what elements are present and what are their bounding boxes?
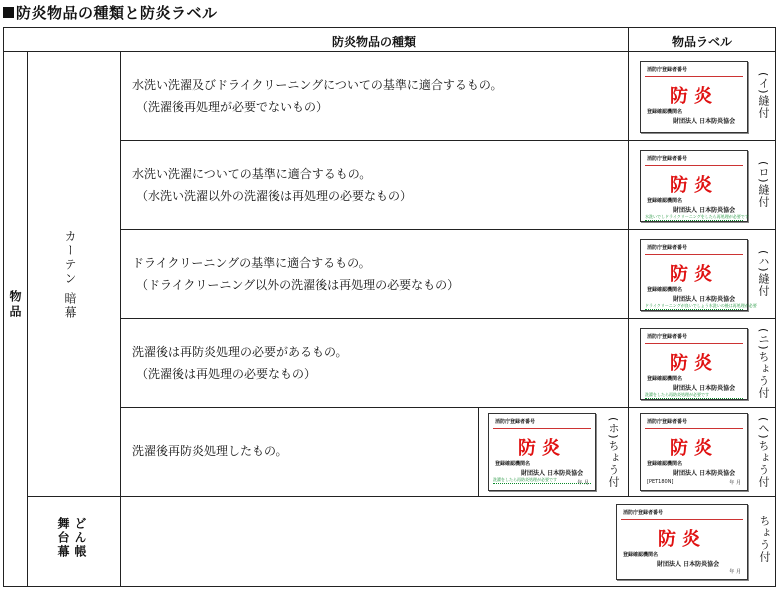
category-stage: どん帳 舞台幕 [56, 517, 87, 559]
tag-i: (イ)縫付 [757, 72, 770, 119]
label-he: 消防庁登録者番号 防炎 登録確認機関名 財団法人 日本防炎協会 [PET180N] 年 月 [640, 413, 748, 491]
header-label: 物品ラベル [671, 35, 732, 49]
tag-stage: ちょう付 [758, 515, 771, 563]
label-i: 消防庁登録者番号 防炎 登録確認機関名 財団法人 日本防炎協会 [640, 61, 748, 133]
table-border-left [3, 27, 4, 587]
col-line-label [628, 27, 629, 497]
header-bottom-line [3, 51, 776, 52]
table-border-right [775, 27, 776, 587]
label-ro: 消防庁登録者番号 防炎 登録確認機関名 財団法人 日本防炎協会 水洗いでしドライクリーニングをしたら再処理が必要です [640, 150, 748, 222]
col-line-category [120, 51, 121, 587]
tag-ho: (ホ)ちょう付 [607, 417, 620, 488]
row-ni-description: 洗濯後は再防炎処理の必要があるもの。 （洗濯後は再処理の必要なもの） [132, 345, 348, 381]
row-ho-description: 洗濯後再防炎処理したもの。 [132, 444, 288, 458]
table-border-top [3, 27, 776, 28]
row-line-2 [120, 229, 776, 230]
tag-ro: (ロ)縫付 [757, 161, 770, 208]
label-ni: 消防庁登録者番号 防炎 登録確認機関名 財団法人 日本防炎協会 洗濯をしたら再防炎処理が必要です [640, 328, 748, 400]
tag-ni: (ニ)ちょう付 [757, 328, 770, 399]
label-ha: 消防庁登録者番号 防炎 登録確認機関名 財団法人 日本防炎協会 ドライクリーニングが良いでしょう水洗いの後は再処理が必要 [640, 239, 748, 311]
col-line-ho [478, 407, 479, 497]
row-ro-description: 水洗い洗濯についての基準に適合するもの。 （水洗い洗濯以外の洗濯後は再処理の必要なもの） [132, 167, 413, 203]
table-border-bottom [3, 586, 776, 587]
row-line-4 [120, 407, 776, 408]
page-title: 防炎物品の種類と防炎ラベル [3, 2, 218, 23]
col-line-product [27, 51, 28, 587]
row-ha-description: ドライクリーニングの基準に適合するもの。 （ドライクリーニング以外の洗濯後は再処理の必要なもの） [132, 256, 460, 292]
header-kinds: 防炎物品の種類 [331, 35, 416, 49]
row-line-5 [27, 496, 776, 497]
category-curtain: カーテン 暗幕 [63, 230, 77, 320]
row-line-3 [120, 318, 776, 319]
title-bullet-icon [3, 7, 14, 18]
row-i-description: 水洗い洗濯及びドライクリーニングについての基準に適合するもの。 （洗濯後再処理が必要でないもの） [132, 78, 503, 114]
tag-he: (ヘ)ちょう付 [757, 417, 770, 488]
category-products: 物品 [8, 290, 22, 320]
label-ho: 消防庁登録者番号 防炎 登録確認機関名 財団法人 日本防炎協会 洗濯をしたら再防炎処理が必要です 年 月 [488, 413, 596, 491]
label-stage: 消防庁登録者番号 防炎 登録確認機関名 財団法人 日本防炎協会 年 月 [616, 504, 748, 580]
row-line-1 [120, 140, 776, 141]
tag-ha: (ハ)縫付 [757, 250, 770, 297]
